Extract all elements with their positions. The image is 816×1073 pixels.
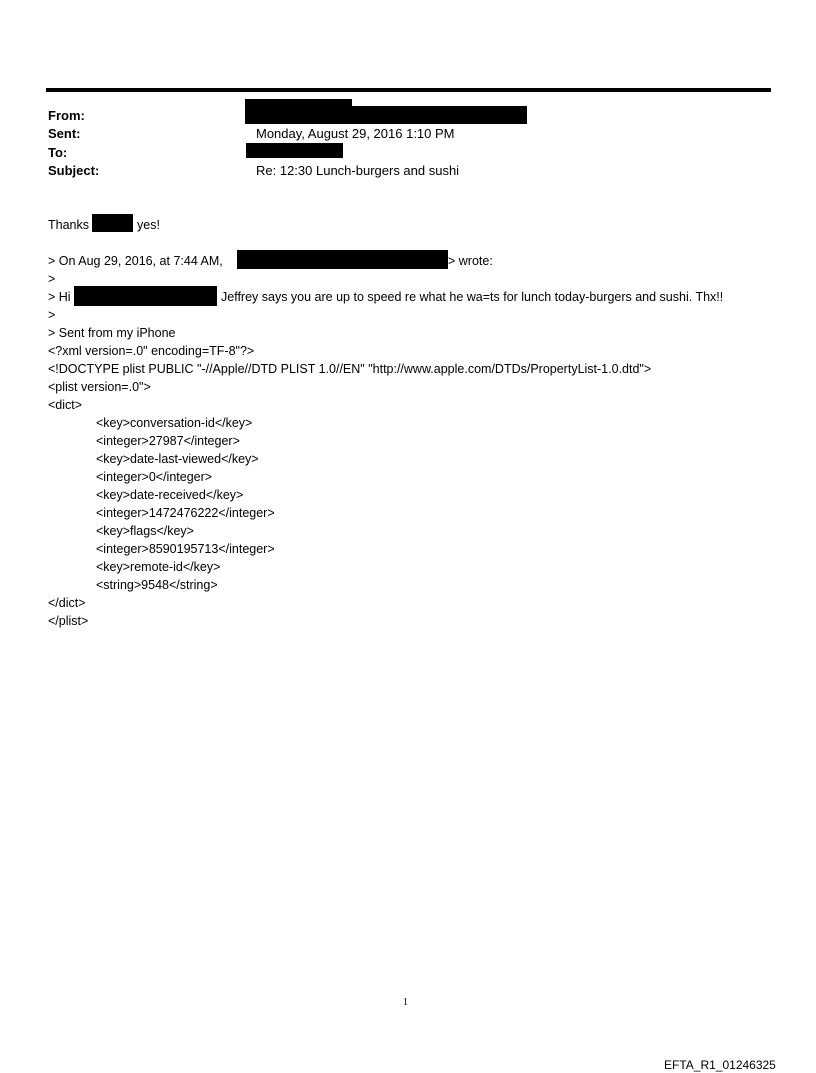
sender-redaction [237,250,448,269]
header-rule [46,88,771,92]
bates-number: EFTA_R1_01246325 [664,1058,776,1072]
plist-entry: <integer>8590195713</integer> [96,542,275,556]
plist-entry: <key>date-last-viewed</key> [96,452,259,466]
plist-entry: <key>conversation-id</key> [96,416,253,430]
to-label: To: [48,145,68,160]
plist-open-tag: <plist version=.0"> [48,380,151,394]
plist-dict-close: </dict> [48,596,86,610]
quote-hi: > Hi [48,290,71,304]
subject-label: Subject: [48,163,100,178]
quote-blank-line: > [48,308,56,322]
quote-on-suffix: > wrote: [448,254,493,268]
page-number: 1 [403,997,408,1008]
quote-blank-line: > [48,272,56,286]
sent-value: Monday, August 29, 2016 1:10 PM [256,126,455,141]
plist-doctype: <!DOCTYPE plist PUBLIC "-//Apple//DTD PLIST 1.0//EN" "http://www.apple.com/DTDs/PropertyList-1.0.dtd"> [48,362,652,376]
plist-dict-open: <dict> [48,398,83,412]
quote-sent-from: > Sent from my iPhone [48,326,176,340]
yes-text: yes! [137,218,160,232]
plist-xml-declaration: <?xml version=.0" encoding=TF-8"?> [48,344,255,358]
to-redaction [246,143,343,158]
plist-entry: <key>flags</key> [96,524,194,538]
plist-entry: <key>remote-id</key> [96,560,221,574]
recipient-redaction [74,286,217,306]
plist-entry: <integer>27987</integer> [96,434,240,448]
from-redaction [245,106,527,124]
from-label: From: [48,108,85,123]
sent-label: Sent: [48,126,81,141]
plist-entry: <integer>0</integer> [96,470,213,484]
plist-close-tag: </plist> [48,614,89,628]
plist-entry: <integer>1472476222</integer> [96,506,275,520]
subject-value: Re: 12:30 Lunch-burgers and sushi [256,163,460,178]
plist-entry: <key>date-received</key> [96,488,244,502]
thanks-text: Thanks [48,218,89,232]
plist-entry: <string>9548</string> [96,578,218,592]
thanks-redaction [92,214,133,232]
quote-message: Jeffrey says you are up to speed re what he wa=ts for lunch today-burgers and sushi. Thx!! [221,290,724,304]
quote-on-prefix: > On Aug 29, 2016, at 7:44 AM, [48,254,223,268]
